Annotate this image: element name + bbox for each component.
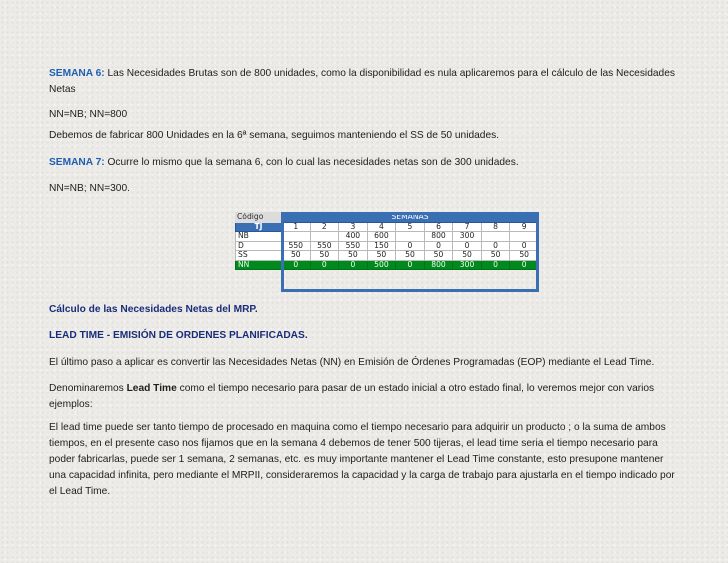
table-row-ss bbox=[236, 251, 539, 261]
table-cell: 50 bbox=[453, 251, 482, 261]
week-header: 3 bbox=[339, 222, 368, 232]
table-cell: 0 bbox=[510, 241, 539, 251]
row-label: SS bbox=[236, 251, 282, 261]
table-cell: 50 bbox=[282, 251, 311, 261]
week-header: 2 bbox=[310, 222, 339, 232]
lead-detail-line-3: poder fabricarlas, puede ser 1 semana, 2 semanas, etc. es muy importante mantener el Lead Time constante, esto presupone mantener bbox=[49, 454, 664, 465]
week-header: 9 bbox=[510, 222, 539, 232]
table-cell: 0 bbox=[510, 260, 539, 270]
table-cell: 500 bbox=[367, 260, 396, 270]
week-header: 5 bbox=[396, 222, 425, 232]
table-cell: 0 bbox=[310, 260, 339, 270]
formula-nn-300: NN=NB; NN=300. bbox=[49, 183, 130, 194]
paragraph-lead-time-detail bbox=[49, 420, 679, 500]
table-cell bbox=[396, 232, 425, 242]
heading-calculo-nn: Cálculo de las Necesidades Netas del MRP. bbox=[49, 304, 258, 315]
table-cell: 550 bbox=[339, 241, 368, 251]
lead-detail-line-2: tiempos, en el presente caso nos fijamos que en la semana 4 debemos de tener 500 tijeras, el lead time seria el tiempo necesario para bbox=[49, 438, 658, 449]
table-cell: 50 bbox=[367, 251, 396, 261]
formula-nn-800: NN=NB; NN=800 bbox=[49, 109, 128, 120]
table-cell: 50 bbox=[310, 251, 339, 261]
table-row-d bbox=[236, 241, 539, 251]
table-cell: 0 bbox=[396, 260, 425, 270]
table-cell: 50 bbox=[510, 251, 539, 261]
lead-time-def-text: como el tiempo necesario para pasar de un estado inicial a otro estado final, lo veremos mejor con varios bbox=[176, 383, 655, 394]
row-label: D bbox=[236, 241, 282, 251]
semanas-header: SEMANAS bbox=[282, 213, 539, 223]
lead-detail-line-4: una capacidad infinita, pero mediante el MRPII, consideraremos la capacidad y la carga de trabajo para ajustarla en el tiempo indicado por bbox=[49, 470, 675, 481]
week-header: 6 bbox=[424, 222, 453, 232]
table-cell bbox=[310, 232, 339, 242]
table-cell bbox=[481, 232, 510, 242]
semana-7-text: Ocurre lo mismo que la semana 6, con lo cual las necesidades netas son de 300 unidades. bbox=[104, 157, 519, 168]
paragraph-semana-7 bbox=[49, 155, 679, 171]
paragraph-semana-6 bbox=[49, 66, 679, 98]
table-cell: 50 bbox=[339, 251, 368, 261]
lead-detail-line-1: El lead time puede ser tanto tiempo de procesado en maquina como el tiempo necesario para adquirir un producto ; o la suma de ambos bbox=[49, 422, 666, 433]
table-row-nb bbox=[236, 232, 539, 242]
row-label: NN bbox=[236, 260, 282, 270]
table-cell: 300 bbox=[453, 260, 482, 270]
semana-6-text-end: Netas bbox=[49, 84, 76, 95]
semana-6-label: SEMANA 6: bbox=[49, 68, 105, 79]
heading-lead-time: LEAD TIME - EMISIÓN DE ORDENES PLANIFICADAS. bbox=[49, 330, 308, 341]
table-cell: 0 bbox=[453, 241, 482, 251]
paragraph-lead-time-def bbox=[49, 381, 679, 413]
table-cell: 0 bbox=[481, 241, 510, 251]
paragraph-ultimo-paso: El último paso a aplicar es convertir las Necesidades Netas (NN) en Emisión de Órdenes Programadas (EOP) mediante el Lead Time. bbox=[49, 357, 655, 368]
table-cell: 550 bbox=[282, 241, 311, 251]
lead-time-term: Lead Time bbox=[126, 383, 177, 394]
table-cell: 0 bbox=[481, 260, 510, 270]
table-cell: 550 bbox=[310, 241, 339, 251]
mrp-table bbox=[235, 212, 539, 270]
week-header: 1 bbox=[282, 222, 311, 232]
table-cell: 300 bbox=[453, 232, 482, 242]
lead-detail-line-5: el Lead Time. bbox=[49, 486, 111, 497]
paragraph-fabricar: Debemos de fabricar 800 Unidades en la 6ª semana, seguimos manteniendo el SS de 50 unidades. bbox=[49, 130, 500, 141]
semana-6-text: Las Necesidades Brutas son de 800 unidades, como la disponibilidad es nula aplicaremos para el cálculo de las Necesidades bbox=[104, 68, 675, 79]
table-cell: 150 bbox=[367, 241, 396, 251]
codigo-header: Código bbox=[236, 213, 282, 223]
week-header: 7 bbox=[453, 222, 482, 232]
table-cell: 0 bbox=[424, 241, 453, 251]
table-cell: 50 bbox=[396, 251, 425, 261]
week-header: 8 bbox=[481, 222, 510, 232]
table-cell: 0 bbox=[282, 260, 311, 270]
table-cell: 50 bbox=[424, 251, 453, 261]
table-cell bbox=[510, 232, 539, 242]
mrp-table-image bbox=[235, 212, 539, 292]
table-cell: 800 bbox=[424, 232, 453, 242]
lead-time-def-pre: Denominaremos bbox=[49, 383, 127, 394]
lead-time-def-end: ejemplos: bbox=[49, 399, 93, 410]
tj-header: TJ bbox=[236, 222, 282, 232]
table-row-nn bbox=[236, 260, 539, 270]
semana-7-label: SEMANA 7: bbox=[49, 157, 105, 168]
table-cell: 800 bbox=[424, 260, 453, 270]
week-header: 4 bbox=[367, 222, 396, 232]
row-label: NB bbox=[236, 232, 282, 242]
table-cell: 400 bbox=[339, 232, 368, 242]
table-cell: 0 bbox=[339, 260, 368, 270]
table-cell: 50 bbox=[481, 251, 510, 261]
table-cell: 600 bbox=[367, 232, 396, 242]
table-cell bbox=[282, 232, 311, 242]
table-cell: 0 bbox=[396, 241, 425, 251]
